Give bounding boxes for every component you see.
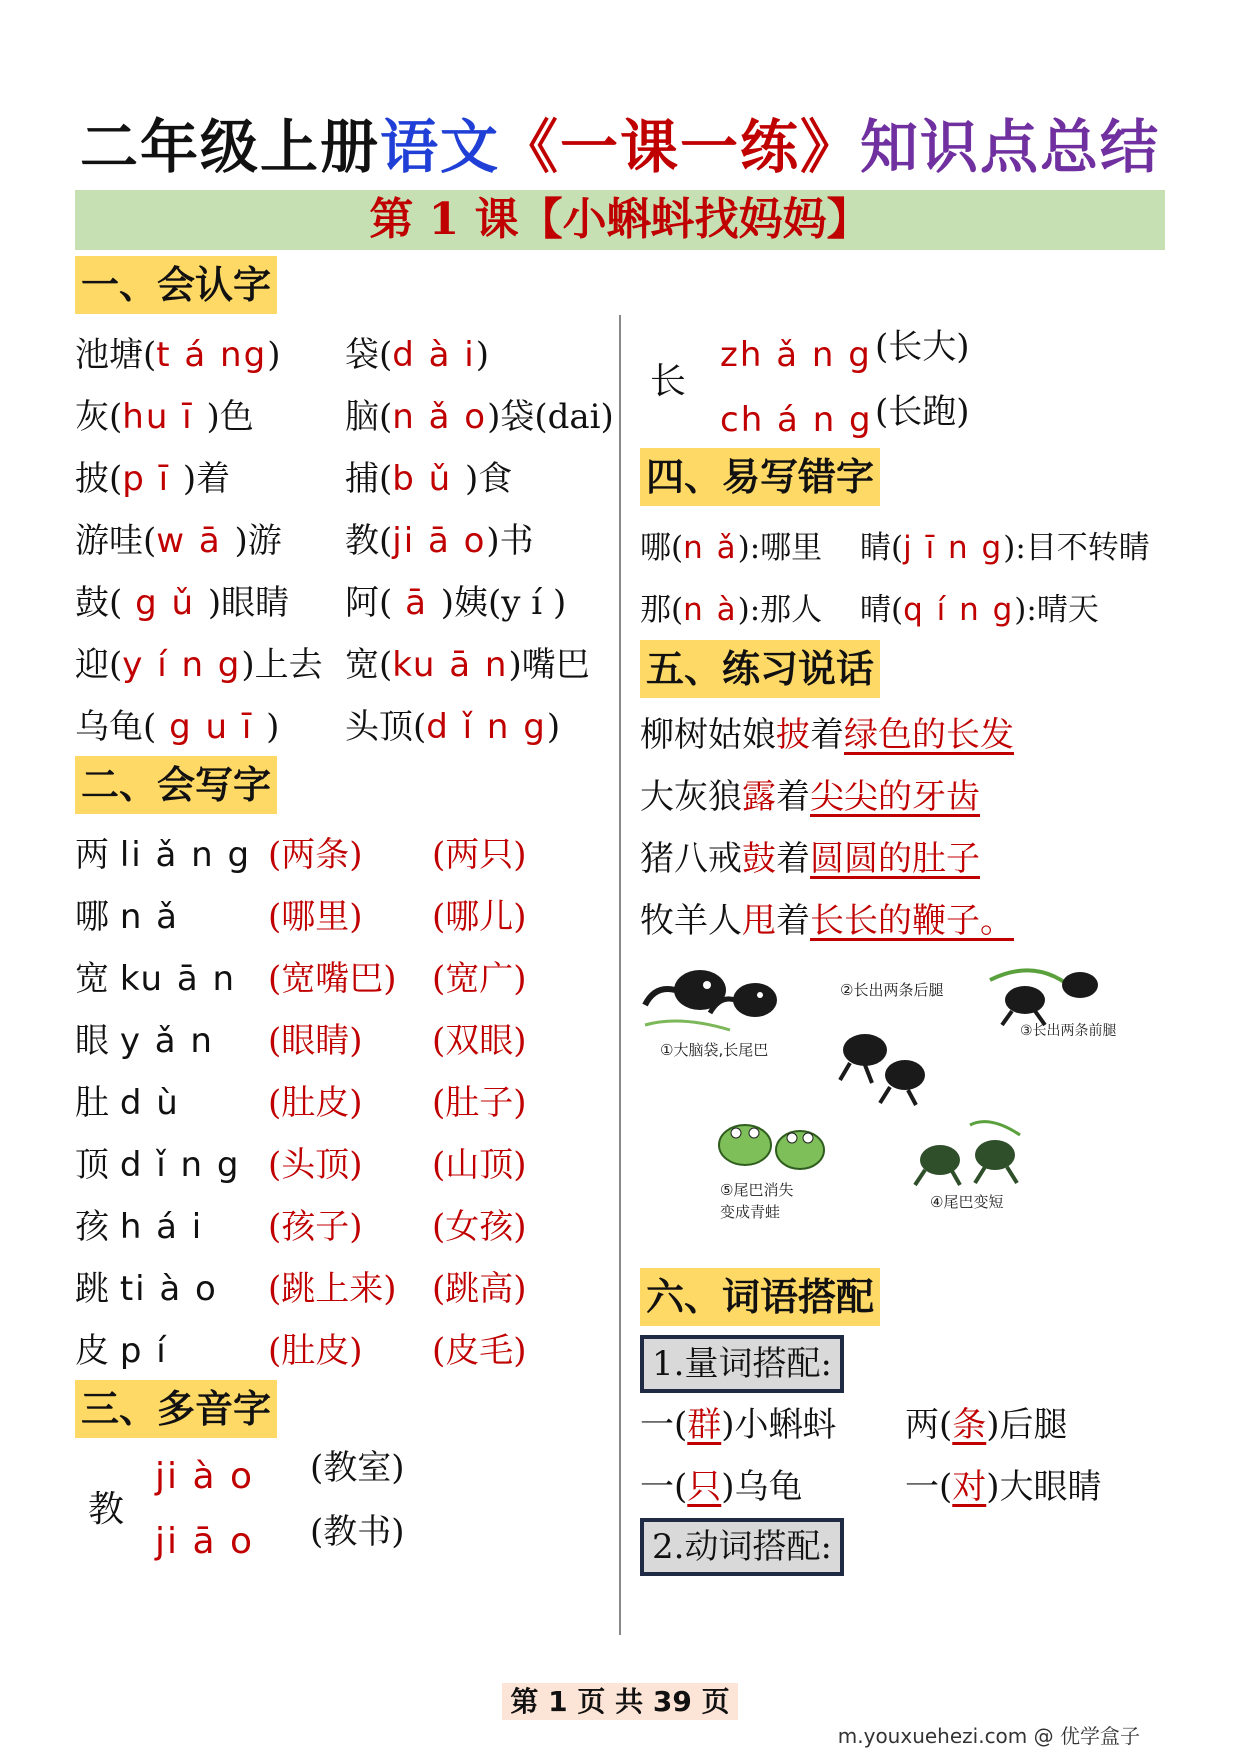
write-pinyin: ku ā n xyxy=(119,959,237,999)
speaking-particle: 着 xyxy=(810,715,844,755)
measure-item xyxy=(905,1465,1102,1509)
write-item xyxy=(75,957,236,1001)
recognize-pinyin: ku ā n xyxy=(392,645,509,685)
recognize-pinyin: n ǎ o xyxy=(392,397,488,437)
speaking-sentence xyxy=(640,837,980,881)
write-word-2: (哪儿) xyxy=(432,897,527,937)
section-write-heading: 二、会写字 xyxy=(75,756,277,814)
write-pinyin: h á i xyxy=(119,1207,204,1247)
measure-item xyxy=(640,1465,803,1509)
write-char: 跳 xyxy=(75,1269,120,1309)
write-item xyxy=(75,895,179,939)
recognize-suffix: )袋(dai) xyxy=(487,397,614,437)
poly-jiao-word1: (教室) xyxy=(310,1448,405,1488)
speaking-particle: 着 xyxy=(776,901,810,941)
recognize-pinyin: t á ng xyxy=(156,335,268,375)
recognize-char: 披( xyxy=(75,459,123,499)
recognize-suffix: )姨(y í ) xyxy=(440,583,567,623)
recognize-item xyxy=(75,643,323,687)
measure-prefix: 一( xyxy=(640,1405,688,1445)
recognize-item xyxy=(75,333,280,377)
mistake-char: 哪( xyxy=(640,530,684,566)
tadpole-stage-1 xyxy=(645,970,777,1030)
speaking-particle: 着 xyxy=(776,839,810,879)
mistake-item xyxy=(640,526,822,570)
write-pinyin: p í xyxy=(119,1331,168,1371)
mistake-item xyxy=(860,526,1150,570)
page-footer xyxy=(0,1680,1240,1720)
recognize-item xyxy=(345,705,560,749)
recognize-item xyxy=(75,395,254,439)
write-pinyin: y ǎ n xyxy=(119,1021,214,1061)
watermark: m.youxuehezi.com @ 优学盒子 xyxy=(837,1724,1140,1748)
recognize-pinyin: d ǐ n g xyxy=(426,707,547,747)
measure-suffix: )小蝌蚪 xyxy=(721,1405,837,1445)
caption-stage-4: ④尾巴变短 xyxy=(930,1193,1004,1211)
recognize-char: 头顶( xyxy=(345,707,427,747)
write-word-2: (山顶) xyxy=(432,1145,527,1185)
recognize-item xyxy=(75,705,279,749)
measure-suffix: )乌龟 xyxy=(721,1467,803,1507)
recognize-char: 袋( xyxy=(345,335,393,375)
speaking-sentence xyxy=(640,775,980,819)
verb-box: 2.动词搭配: xyxy=(640,1518,844,1576)
write-char: 两 xyxy=(75,835,120,875)
write-pinyin: d ǐ n g xyxy=(119,1145,241,1185)
recognize-pinyin: b ǔ xyxy=(392,459,466,499)
recognize-pinyin: g u ī xyxy=(156,707,267,747)
measure-prefix: 一( xyxy=(640,1467,688,1507)
recognize-pinyin: y í n g xyxy=(122,645,242,685)
mistake-word: ):目不转睛 xyxy=(1003,530,1150,566)
section-speaking-heading: 五、练习说话 xyxy=(640,640,880,698)
write-char: 宽 xyxy=(75,959,120,999)
recognize-item xyxy=(345,457,512,501)
recognize-char: 脑( xyxy=(345,397,393,437)
measure-item xyxy=(640,1403,837,1447)
write-word-2: (女孩) xyxy=(432,1207,527,1247)
recognize-suffix: )上去 xyxy=(241,645,323,685)
measure-suffix: )后腿 xyxy=(986,1405,1068,1445)
speaking-object: 绿色的长发 xyxy=(844,715,1014,755)
mistake-char: 睛( xyxy=(860,530,904,566)
mistake-pinyin: n ǎ xyxy=(683,530,738,566)
recognize-suffix: ) xyxy=(266,707,280,747)
speaking-subject: 柳树姑娘 xyxy=(640,715,776,755)
write-char: 眼 xyxy=(75,1021,120,1061)
mistake-char: 那( xyxy=(640,592,684,628)
mistake-pinyin: n à xyxy=(683,592,738,628)
poly-jiao-char: 教 xyxy=(88,1489,125,1530)
measure-answer: 只 xyxy=(687,1467,722,1507)
recognize-char: 教( xyxy=(345,521,393,561)
section-polyphone-heading: 三、多音字 xyxy=(75,1380,277,1438)
recognize-suffix: )嘴巴 xyxy=(508,645,590,685)
write-word-1: (孩子) xyxy=(268,1207,363,1247)
poly-chang-char: 长 xyxy=(650,361,687,402)
mistake-word: ):哪里 xyxy=(737,530,823,566)
mistake-word: ):晴天 xyxy=(1014,592,1099,628)
poly-chang-word2: (长跑) xyxy=(875,392,970,432)
recognize-item xyxy=(75,519,282,563)
title-part-subject: 语文 xyxy=(379,113,500,181)
recognize-suffix: )食 xyxy=(465,459,513,499)
write-item xyxy=(75,1019,214,1063)
recognize-item xyxy=(345,643,590,687)
speaking-verb: 甩 xyxy=(742,901,776,941)
caption-stage-2: ②长出两条后腿 xyxy=(840,981,944,999)
tadpole-growth-illustration xyxy=(640,945,1160,1235)
page-number: 第 1 页 共 39 页 xyxy=(502,1683,737,1720)
write-pinyin: n ǎ xyxy=(119,897,180,937)
recognize-item xyxy=(345,519,534,563)
speaking-object: 圆圆的肚子 xyxy=(810,839,980,879)
caption-stage-3: ③长出两条前腿 xyxy=(1020,1023,1117,1039)
recognize-suffix: ) xyxy=(475,335,490,375)
write-char: 孩 xyxy=(75,1207,120,1247)
page-title xyxy=(0,100,1240,184)
recognize-pinyin: p ī xyxy=(122,459,183,499)
recognize-char: 捕( xyxy=(345,459,393,499)
speaking-object: 尖尖的牙齿 xyxy=(810,777,980,817)
measure-item xyxy=(905,1403,1068,1447)
poly-chang-py1: zh ǎ n g xyxy=(720,335,872,375)
write-char: 哪 xyxy=(75,897,120,937)
speaking-verb: 露 xyxy=(742,777,776,817)
recognize-suffix: )色 xyxy=(206,397,254,437)
measure-suffix: )大眼睛 xyxy=(986,1467,1102,1507)
recognize-pinyin: ji ā o xyxy=(392,521,487,561)
mistake-char: 晴( xyxy=(860,592,904,628)
section-recognize-heading: 一、会认字 xyxy=(75,256,277,314)
write-word-1: (宽嘴巴) xyxy=(268,959,397,999)
section-collocation-heading: 六、词语搭配 xyxy=(640,1268,880,1326)
speaking-subject: 猪八戒 xyxy=(640,839,742,879)
recognize-suffix: )游 xyxy=(234,521,282,561)
lesson-heading: 第 1 课【小蝌蚪找妈妈】 xyxy=(75,190,1165,250)
recognize-char: 池塘( xyxy=(75,335,157,375)
write-word-2: (皮毛) xyxy=(432,1331,527,1371)
measure-prefix: 一( xyxy=(905,1467,953,1507)
recognize-suffix: )书 xyxy=(486,521,534,561)
poly-jiao-py1: ji à o xyxy=(155,1456,254,1497)
write-pinyin: d ù xyxy=(119,1083,180,1123)
recognize-suffix: )眼睛 xyxy=(207,583,290,623)
tadpole-stage-3 xyxy=(990,970,1098,1025)
measure-answer: 群 xyxy=(687,1405,722,1445)
section-mistakes-heading: 四、易写错字 xyxy=(640,448,880,506)
write-word-1: (头顶) xyxy=(268,1145,363,1185)
recognize-char: 迎( xyxy=(75,645,123,685)
write-word-1: (哪里) xyxy=(268,897,363,937)
write-char: 肚 xyxy=(75,1083,120,1123)
write-word-2: (肚子) xyxy=(432,1083,527,1123)
recognize-char: 宽( xyxy=(345,645,393,685)
recognize-pinyin: ā xyxy=(392,583,441,623)
speaking-object: 长长的鞭子。 xyxy=(810,901,1014,941)
poly-chang-word1: (长大) xyxy=(875,327,970,367)
recognize-char: 乌龟( xyxy=(75,707,157,747)
write-item xyxy=(75,1329,168,1373)
write-word-2: (跳高) xyxy=(432,1269,527,1309)
recognize-char: 游哇( xyxy=(75,521,157,561)
caption-stage-1: ①大脑袋,长尾巴 xyxy=(660,1041,769,1059)
speaking-subject: 牧羊人 xyxy=(640,901,742,941)
write-word-2: (宽广) xyxy=(432,959,527,999)
recognize-char: 灰( xyxy=(75,397,123,437)
speaking-sentence xyxy=(640,713,1014,757)
recognize-char: 鼓( xyxy=(75,583,123,623)
recognize-item xyxy=(345,395,614,439)
mistake-word: ):那人 xyxy=(737,592,823,628)
title-part-grade: 二年级上册 xyxy=(79,113,380,181)
column-divider xyxy=(619,315,621,1635)
recognize-suffix: )着 xyxy=(182,459,231,499)
recognize-pinyin: g ǔ xyxy=(122,583,208,623)
write-word-2: (双眼) xyxy=(432,1021,527,1061)
poly-chang-py2: ch á n g xyxy=(720,400,873,440)
caption-stage-5a: ⑤尾巴消失 xyxy=(720,1181,794,1199)
write-item xyxy=(75,1143,240,1187)
write-item xyxy=(75,1205,203,1249)
speaking-particle: 着 xyxy=(776,777,810,817)
tadpole-stage-2 xyxy=(840,1034,925,1105)
write-pinyin: li ǎ n g xyxy=(119,835,252,875)
poly-jiao-py2: ji ā o xyxy=(155,1521,254,1562)
title-part-summary: 知识点总结 xyxy=(860,113,1161,181)
recognize-suffix: ) xyxy=(267,335,281,375)
mistake-item xyxy=(860,588,1099,632)
title-part-series: 《一课一练》 xyxy=(500,113,861,181)
speaking-subject: 大灰狼 xyxy=(640,777,742,817)
write-word-1: (肚皮) xyxy=(268,1083,363,1123)
measure-word-box: 1.量词搭配: xyxy=(640,1335,844,1393)
speaking-verb: 鼓 xyxy=(742,839,776,879)
write-word-1: (跳上来) xyxy=(268,1269,397,1309)
mistake-pinyin: q í n g xyxy=(903,592,1015,628)
write-pinyin: ti à o xyxy=(119,1269,218,1309)
write-word-1: (眼睛) xyxy=(268,1021,363,1061)
write-word-1: (肚皮) xyxy=(268,1331,363,1371)
recognize-item xyxy=(345,581,566,625)
measure-prefix: 两( xyxy=(905,1405,953,1445)
recognize-char: 阿( xyxy=(345,583,393,623)
recognize-item xyxy=(75,457,230,501)
write-item xyxy=(75,833,251,877)
recognize-item xyxy=(345,333,489,377)
measure-answer: 条 xyxy=(952,1405,987,1445)
poly-jiao-word2: (教书) xyxy=(310,1512,405,1552)
measure-answer: 对 xyxy=(952,1467,987,1507)
caption-stage-5b: 变成青蛙 xyxy=(720,1203,781,1221)
recognize-pinyin: d à i xyxy=(392,335,476,375)
frog-stage-4 xyxy=(915,1122,1020,1185)
recognize-pinyin: w ā xyxy=(156,521,235,561)
write-word-2: (两只) xyxy=(432,835,527,875)
write-item xyxy=(75,1267,218,1311)
write-word-1: (两条) xyxy=(268,835,363,875)
write-item xyxy=(75,1081,180,1125)
frog-stage-5 xyxy=(719,1125,824,1169)
recognize-item xyxy=(75,581,289,625)
recognize-pinyin: hu ī xyxy=(122,397,207,437)
mistake-item xyxy=(640,588,822,632)
speaking-verb: 披 xyxy=(776,715,810,755)
mistake-pinyin: j ī n g xyxy=(903,530,1004,566)
speaking-sentence xyxy=(640,899,1014,943)
write-char: 皮 xyxy=(75,1331,120,1371)
recognize-suffix: ) xyxy=(546,707,561,747)
write-char: 顶 xyxy=(75,1145,120,1185)
